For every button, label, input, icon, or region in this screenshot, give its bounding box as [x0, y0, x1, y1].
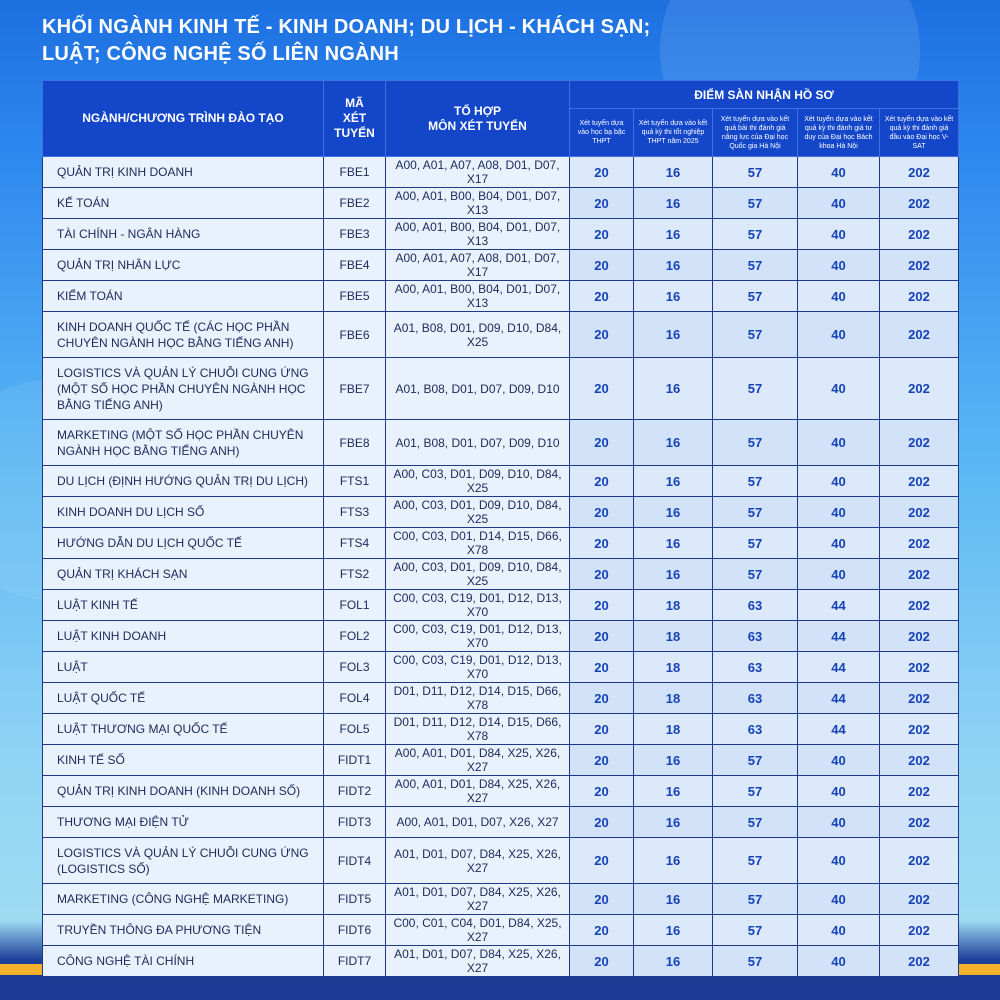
score-thpt: 16	[634, 884, 713, 915]
program-name: KINH TẾ SỐ	[43, 745, 324, 776]
program-code: FIDT7	[324, 946, 386, 977]
subject-combination: A00, A01, B00, B04, D01, D07, X13	[386, 188, 570, 219]
score-tsa: 40	[798, 219, 880, 250]
score-thpt: 16	[634, 838, 713, 884]
program-code: FOL2	[324, 621, 386, 652]
subject-combination: A00, C03, D01, D09, D10, D84, X25	[386, 466, 570, 497]
score-dgnl: 63	[713, 621, 798, 652]
table-row	[43, 188, 959, 219]
header-sub-tsa: Xét tuyển dựa vào kết quả kỳ thi đánh giá tư duy của Đại học Bách khoa Hà Nội	[798, 109, 880, 157]
score-hoc-ba: 20	[570, 281, 634, 312]
header-combo-line-2: MÔN XÉT TUYỂN	[428, 118, 527, 133]
header-sub-thpt: Xét tuyển dựa vào kết quả kỳ thi tốt nghiệp THPT năm 2025	[634, 109, 713, 157]
score-thpt: 16	[634, 157, 713, 188]
subject-combination: A00, C03, D01, D09, D10, D84, X25	[386, 497, 570, 528]
program-code: FBE4	[324, 250, 386, 281]
score-vsat: 202	[880, 219, 959, 250]
score-tsa: 44	[798, 590, 880, 621]
subject-combination: C00, C03, C19, D01, D12, D13, X70	[386, 652, 570, 683]
program-name: LUẬT KINH DOANH	[43, 621, 324, 652]
program-code: FOL4	[324, 683, 386, 714]
score-vsat: 202	[880, 683, 959, 714]
program-code: FBE1	[324, 157, 386, 188]
program-code: FIDT6	[324, 915, 386, 946]
table-row	[43, 915, 959, 946]
program-name: CÔNG NGHỆ TÀI CHÍNH	[43, 946, 324, 977]
score-vsat: 202	[880, 884, 959, 915]
score-vsat: 202	[880, 188, 959, 219]
score-hoc-ba: 20	[570, 188, 634, 219]
program-code: FTS3	[324, 497, 386, 528]
score-thpt: 16	[634, 312, 713, 358]
score-dgnl: 57	[713, 838, 798, 884]
header-sub-vsat: Xét tuyển dựa vào kết quả kỳ thi đánh giá đầu vào Đại học V-SAT	[880, 109, 959, 157]
score-vsat: 202	[880, 420, 959, 466]
score-vsat: 202	[880, 946, 959, 977]
score-vsat: 202	[880, 745, 959, 776]
score-dgnl: 57	[713, 157, 798, 188]
table-row	[43, 714, 959, 745]
score-hoc-ba: 20	[570, 590, 634, 621]
score-dgnl: 57	[713, 188, 798, 219]
program-name: KIỂM TOÁN	[43, 281, 324, 312]
table-row	[43, 528, 959, 559]
subject-combination: A01, B08, D01, D07, D09, D10	[386, 358, 570, 420]
score-hoc-ba: 20	[570, 157, 634, 188]
subject-combination: D01, D11, D12, D14, D15, D66, X78	[386, 714, 570, 745]
score-hoc-ba: 20	[570, 946, 634, 977]
score-tsa: 40	[798, 559, 880, 590]
score-hoc-ba: 20	[570, 528, 634, 559]
subject-combination: A00, A01, A07, A08, D01, D07, X17	[386, 157, 570, 188]
table-row	[43, 946, 959, 977]
program-name: QUẢN TRỊ KINH DOANH	[43, 157, 324, 188]
score-thpt: 16	[634, 497, 713, 528]
score-tsa: 40	[798, 528, 880, 559]
subject-combination: A00, A01, D01, D07, X26, X27	[386, 807, 570, 838]
table-row	[43, 250, 959, 281]
score-tsa: 40	[798, 915, 880, 946]
score-dgnl: 63	[713, 683, 798, 714]
title-line-2: LUẬT; CÔNG NGHỆ SỐ LIÊN NGÀNH	[42, 43, 399, 65]
subject-combination: A00, C03, D01, D09, D10, D84, X25	[386, 559, 570, 590]
score-dgnl: 63	[713, 590, 798, 621]
score-hoc-ba: 20	[570, 652, 634, 683]
score-tsa: 40	[798, 838, 880, 884]
score-tsa: 40	[798, 312, 880, 358]
subject-combination: C00, C01, C04, D01, D84, X25, X27	[386, 915, 570, 946]
score-dgnl: 57	[713, 219, 798, 250]
score-vsat: 202	[880, 776, 959, 807]
score-dgnl: 57	[713, 807, 798, 838]
program-code: FBE7	[324, 358, 386, 420]
program-name: LUẬT KINH TẾ	[43, 590, 324, 621]
score-thpt: 16	[634, 745, 713, 776]
score-hoc-ba: 20	[570, 776, 634, 807]
score-tsa: 44	[798, 621, 880, 652]
score-thpt: 16	[634, 281, 713, 312]
subject-combination: A01, D01, D07, D84, X25, X26, X27	[386, 884, 570, 915]
admission-score-table	[42, 80, 959, 977]
score-hoc-ba: 20	[570, 219, 634, 250]
table-row	[43, 358, 959, 420]
score-vsat: 202	[880, 312, 959, 358]
score-tsa: 40	[798, 497, 880, 528]
score-thpt: 16	[634, 358, 713, 420]
score-thpt: 16	[634, 559, 713, 590]
subject-combination: A00, A01, D01, D84, X25, X26, X27	[386, 745, 570, 776]
program-name: LUẬT	[43, 652, 324, 683]
subject-combination: C00, C03, D01, D14, D15, D66, X78	[386, 528, 570, 559]
table-row	[43, 420, 959, 466]
header-code: MÃ XÉT TUYỂN	[324, 81, 386, 157]
score-vsat: 202	[880, 497, 959, 528]
score-vsat: 202	[880, 621, 959, 652]
table-row	[43, 497, 959, 528]
subject-combination: C00, C03, C19, D01, D12, D13, X70	[386, 590, 570, 621]
score-dgnl: 57	[713, 466, 798, 497]
table-row	[43, 807, 959, 838]
program-name: LUẬT QUỐC TẾ	[43, 683, 324, 714]
score-vsat: 202	[880, 466, 959, 497]
program-name: KINH DOANH DU LỊCH SỐ	[43, 497, 324, 528]
header-score-group: ĐIỂM SÀN NHẬN HỒ SƠ	[570, 81, 959, 109]
header-program: NGÀNH/CHƯƠNG TRÌNH ĐÀO TẠO	[43, 81, 324, 157]
program-code: FOL3	[324, 652, 386, 683]
score-vsat: 202	[880, 281, 959, 312]
score-hoc-ba: 20	[570, 358, 634, 420]
score-thpt: 18	[634, 683, 713, 714]
score-thpt: 16	[634, 219, 713, 250]
table-row	[43, 281, 959, 312]
program-code: FBE3	[324, 219, 386, 250]
score-tsa: 40	[798, 358, 880, 420]
program-code: FTS1	[324, 466, 386, 497]
score-vsat: 202	[880, 807, 959, 838]
program-code: FTS4	[324, 528, 386, 559]
score-dgnl: 57	[713, 250, 798, 281]
score-thpt: 16	[634, 807, 713, 838]
subject-combination: A01, D01, D07, D84, X25, X26, X27	[386, 838, 570, 884]
table-row	[43, 838, 959, 884]
subject-combination: A00, A01, B00, B04, D01, D07, X13	[386, 281, 570, 312]
score-tsa: 40	[798, 776, 880, 807]
score-dgnl: 57	[713, 884, 798, 915]
score-dgnl: 57	[713, 281, 798, 312]
subject-combination: A01, B08, D01, D09, D10, D84, X25	[386, 312, 570, 358]
table-row	[43, 776, 959, 807]
program-code: FIDT2	[324, 776, 386, 807]
program-name: MARKETING (CÔNG NGHỆ MARKETING)	[43, 884, 324, 915]
program-code: FIDT1	[324, 745, 386, 776]
score-tsa: 40	[798, 745, 880, 776]
score-hoc-ba: 20	[570, 745, 634, 776]
score-hoc-ba: 20	[570, 884, 634, 915]
score-vsat: 202	[880, 358, 959, 420]
score-hoc-ba: 20	[570, 559, 634, 590]
program-name: HƯỚNG DẪN DU LỊCH QUỐC TẾ	[43, 528, 324, 559]
program-name: LOGISTICS VÀ QUẢN LÝ CHUỖI CUNG ỨNG (LOGISTICS SỐ)	[43, 838, 324, 884]
score-dgnl: 63	[713, 714, 798, 745]
program-name: QUẢN TRỊ KINH DOANH (KINH DOANH SỐ)	[43, 776, 324, 807]
program-name: LUẬT THƯƠNG MẠI QUỐC TẾ	[43, 714, 324, 745]
program-code: FBE2	[324, 188, 386, 219]
score-tsa: 44	[798, 714, 880, 745]
program-code: FIDT5	[324, 884, 386, 915]
score-vsat: 202	[880, 590, 959, 621]
score-dgnl: 57	[713, 420, 798, 466]
program-name: TRUYỀN THÔNG ĐA PHƯƠNG TIỆN	[43, 915, 324, 946]
table-row	[43, 312, 959, 358]
page-title	[42, 14, 942, 68]
score-tsa: 40	[798, 157, 880, 188]
subject-combination: A00, A01, D01, D84, X25, X26, X27	[386, 776, 570, 807]
score-thpt: 18	[634, 714, 713, 745]
score-tsa: 40	[798, 946, 880, 977]
table-row	[43, 683, 959, 714]
table-row	[43, 157, 959, 188]
score-hoc-ba: 20	[570, 838, 634, 884]
score-dgnl: 57	[713, 497, 798, 528]
score-vsat: 202	[880, 250, 959, 281]
score-hoc-ba: 20	[570, 466, 634, 497]
score-dgnl: 57	[713, 946, 798, 977]
program-name: KINH DOANH QUỐC TẾ (CÁC HỌC PHẦN CHUYÊN NGÀNH HỌC BẰNG TIẾNG ANH)	[43, 312, 324, 358]
score-thpt: 16	[634, 420, 713, 466]
subject-combination: A00, A01, A07, A08, D01, D07, X17	[386, 250, 570, 281]
score-tsa: 44	[798, 652, 880, 683]
table-row	[43, 590, 959, 621]
score-tsa: 40	[798, 250, 880, 281]
score-thpt: 16	[634, 466, 713, 497]
subject-combination: A00, A01, B00, B04, D01, D07, X13	[386, 219, 570, 250]
score-hoc-ba: 20	[570, 497, 634, 528]
title-line-1: KHỐI NGÀNH KINH TẾ - KINH DOANH; DU LỊCH - KHÁCH SẠN;	[42, 16, 651, 38]
program-code: FIDT4	[324, 838, 386, 884]
score-vsat: 202	[880, 838, 959, 884]
score-thpt: 16	[634, 528, 713, 559]
score-tsa: 40	[798, 420, 880, 466]
score-hoc-ba: 20	[570, 714, 634, 745]
table-row	[43, 745, 959, 776]
score-dgnl: 57	[713, 358, 798, 420]
score-tsa: 40	[798, 281, 880, 312]
program-name: LOGISTICS VÀ QUẢN LÝ CHUỖI CUNG ỨNG (MỘT SỐ HỌC PHẦN CHUYÊN NGÀNH HỌC BẰNG TIẾNG ANH)	[43, 358, 324, 420]
score-vsat: 202	[880, 528, 959, 559]
score-thpt: 16	[634, 776, 713, 807]
subject-combination: D01, D11, D12, D14, D15, D66, X78	[386, 683, 570, 714]
score-dgnl: 57	[713, 559, 798, 590]
score-tsa: 44	[798, 683, 880, 714]
score-vsat: 202	[880, 559, 959, 590]
score-hoc-ba: 20	[570, 915, 634, 946]
subject-combination: A01, D01, D07, D84, X25, X26, X27	[386, 946, 570, 977]
score-hoc-ba: 20	[570, 621, 634, 652]
score-thpt: 18	[634, 621, 713, 652]
score-vsat: 202	[880, 714, 959, 745]
score-hoc-ba: 20	[570, 807, 634, 838]
score-thpt: 16	[634, 946, 713, 977]
program-name: MARKETING (MỘT SỐ HỌC PHẦN CHUYÊN NGÀNH HỌC BẰNG TIẾNG ANH)	[43, 420, 324, 466]
score-tsa: 40	[798, 884, 880, 915]
score-hoc-ba: 20	[570, 420, 634, 466]
table-row	[43, 559, 959, 590]
program-name: KẾ TOÁN	[43, 188, 324, 219]
score-thpt: 16	[634, 250, 713, 281]
score-thpt: 16	[634, 915, 713, 946]
score-dgnl: 57	[713, 528, 798, 559]
header-sub-dgnl: Xét tuyển dựa vào kết quả bài thi đánh giá năng lực của Đại học Quốc gia Hà Nội	[713, 109, 798, 157]
score-dgnl: 57	[713, 915, 798, 946]
table-row	[43, 466, 959, 497]
subject-combination: A01, B08, D01, D07, D09, D10	[386, 420, 570, 466]
score-dgnl: 57	[713, 312, 798, 358]
score-dgnl: 57	[713, 745, 798, 776]
subject-combination: C00, C03, C19, D01, D12, D13, X70	[386, 621, 570, 652]
score-vsat: 202	[880, 652, 959, 683]
score-vsat: 202	[880, 915, 959, 946]
table-row	[43, 652, 959, 683]
program-code: FBE6	[324, 312, 386, 358]
program-code: FOL1	[324, 590, 386, 621]
program-code: FOL5	[324, 714, 386, 745]
score-thpt: 18	[634, 590, 713, 621]
score-hoc-ba: 20	[570, 683, 634, 714]
score-tsa: 40	[798, 807, 880, 838]
score-vsat: 202	[880, 157, 959, 188]
score-tsa: 40	[798, 466, 880, 497]
header-combo-line-1: TỔ HỢP	[454, 103, 501, 118]
header-combo	[386, 81, 570, 157]
program-name: QUẢN TRỊ NHÂN LỰC	[43, 250, 324, 281]
program-name: TÀI CHÍNH - NGÂN HÀNG	[43, 219, 324, 250]
table-row	[43, 621, 959, 652]
score-tsa: 40	[798, 188, 880, 219]
program-name: QUẢN TRỊ KHÁCH SẠN	[43, 559, 324, 590]
program-code: FTS2	[324, 559, 386, 590]
score-thpt: 16	[634, 188, 713, 219]
table-row	[43, 219, 959, 250]
score-dgnl: 57	[713, 776, 798, 807]
program-name: DU LỊCH (ĐỊNH HƯỚNG QUẢN TRỊ DU LỊCH)	[43, 466, 324, 497]
program-code: FIDT3	[324, 807, 386, 838]
table-row	[43, 884, 959, 915]
score-dgnl: 63	[713, 652, 798, 683]
header-sub-hoc-ba: Xét tuyển dựa vào học bạ bậc THPT	[570, 109, 634, 157]
score-thpt: 18	[634, 652, 713, 683]
program-name: THƯƠNG MẠI ĐIỆN TỬ	[43, 807, 324, 838]
program-code: FBE5	[324, 281, 386, 312]
score-hoc-ba: 20	[570, 250, 634, 281]
score-hoc-ba: 20	[570, 312, 634, 358]
program-code: FBE8	[324, 420, 386, 466]
